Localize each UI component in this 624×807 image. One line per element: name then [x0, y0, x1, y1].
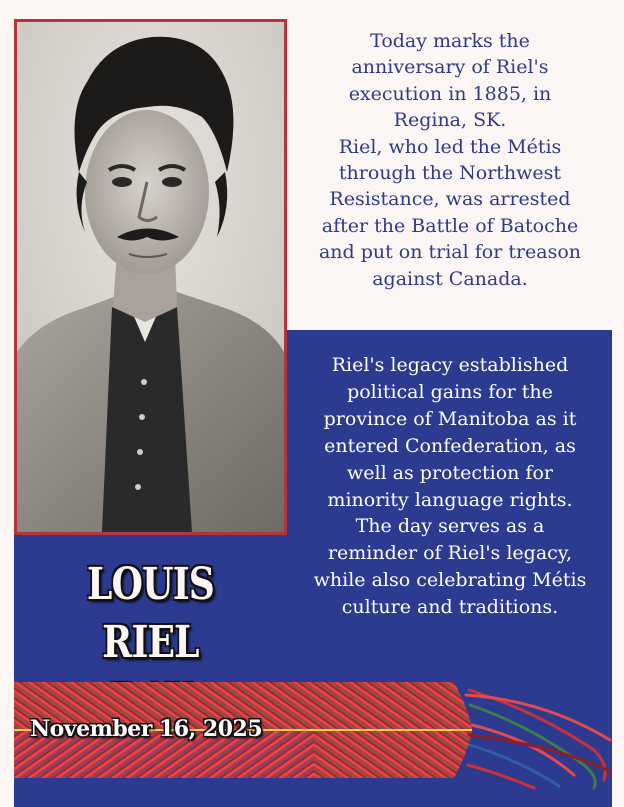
legacy-line: reminder of Riel's legacy, — [327, 542, 573, 565]
legacy-line: political gains for the — [347, 380, 553, 403]
intro-line: Riel, who led the Métis — [338, 135, 562, 158]
legacy-line: The day serves as a — [355, 515, 545, 538]
intro-line: against Canada. — [372, 267, 528, 290]
intro-line: Resistance, was arrested — [329, 188, 571, 211]
portrait-photo — [14, 19, 287, 535]
legacy-line: well as protection for — [346, 461, 553, 484]
legacy-line: entered Confederation, as — [324, 434, 576, 457]
intro-line: Regina, SK. — [393, 109, 507, 132]
intro-line: execution in 1885, in — [348, 82, 552, 105]
intro-line: after the Battle of Batoche — [321, 214, 579, 237]
intro-line: Today marks the — [370, 30, 530, 52]
portrait-illustration — [17, 22, 284, 532]
legacy-line: province of Manitoba as it — [323, 407, 577, 430]
intro-line: through the Northwest — [338, 162, 562, 185]
event-date: November 16, 2025 — [30, 716, 263, 742]
intro-line: and put on trial for treason — [318, 241, 582, 264]
intro-line: anniversary of Riel's — [351, 56, 549, 79]
legacy-line: culture and traditions. — [341, 596, 559, 619]
legacy-line: minority language rights. — [327, 488, 573, 511]
title-line-1: LOUIS RIEL — [86, 559, 215, 668]
legacy-paragraph — [312, 352, 588, 621]
legacy-line: while also celebrating Métis — [313, 569, 587, 592]
legacy-line: Riel's legacy established — [331, 354, 569, 376]
intro-paragraph — [310, 28, 590, 292]
